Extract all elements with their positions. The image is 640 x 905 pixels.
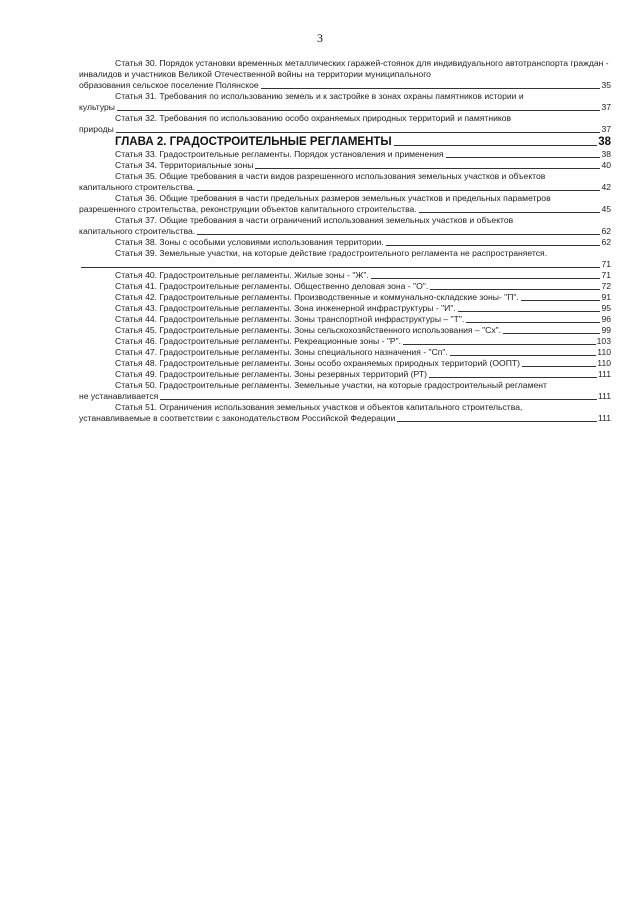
toc-entry-page-number: 110 [597, 347, 611, 357]
dot-leader [466, 321, 600, 323]
dot-leader [371, 277, 601, 279]
toc-entry-page-number: 62 [601, 237, 611, 247]
dot-leader [403, 343, 596, 345]
toc-entry-page-number: 71 [601, 259, 611, 269]
toc-entry[interactable] [79, 171, 611, 193]
toc-entry-title-end: Статья 44. Градостроительные регламенты. Зоны транспортной инфраструктуры – "Т". [115, 314, 465, 324]
dot-leader [160, 398, 597, 400]
toc-entry-title-end: разрешенного строительства, реконструкции объектов капитального строительства. [79, 204, 417, 214]
toc-entry-page-number: 72 [601, 281, 611, 291]
dot-leader [197, 189, 600, 191]
toc-entry-page-number: 37 [601, 102, 611, 112]
toc-entry[interactable] [79, 270, 611, 281]
dot-leader [386, 244, 601, 246]
toc-entry[interactable] [79, 380, 611, 402]
toc-entry[interactable] [79, 215, 611, 237]
toc-entry[interactable] [79, 149, 611, 160]
toc-entry-title-end: природы [79, 124, 114, 134]
toc-entry-line [79, 160, 611, 171]
toc-entry-page-number: 62 [601, 226, 611, 236]
toc-entry-line [79, 314, 611, 325]
toc-entry-title-end: образования сельское поселение Полянское [79, 80, 259, 90]
toc-entry-line [79, 80, 611, 91]
toc-entry-title-end: устанавливаемые в соответствии с законодательством Российской Федерации [79, 413, 396, 423]
dot-leader [450, 354, 596, 356]
toc-entry-title-end: Статья 33. Градостроительные регламенты. Порядок установления и применения [115, 149, 444, 159]
dot-leader [117, 109, 600, 111]
toc-entry[interactable] [79, 292, 611, 303]
toc-entry-title-end: Статья 40. Градостроительные регламенты. Жилые зоны - "Ж". [115, 270, 369, 280]
page-number: 3 [317, 31, 323, 45]
toc-entry-title-end: Статья 38. Зоны с особыми условиями использования территории. [115, 237, 384, 247]
toc-entry-page-number: 45 [601, 204, 611, 214]
toc-entry-title-end: Статья 41. Градостроительные регламенты. Общественно деловая зона - "О". [115, 281, 429, 291]
toc-entry-title: Статья 37. Общие требования в части ограничений использования земельных участков и объектов [115, 215, 514, 225]
toc-chapter-heading[interactable] [79, 135, 611, 149]
toc-entry[interactable] [79, 113, 611, 135]
toc-entry-line [79, 303, 611, 314]
dot-leader [197, 233, 600, 235]
toc-entry[interactable] [79, 303, 611, 314]
toc-entry-title: Статья 32. Требования по использованию особо охраняемых природных территорий и памятников [115, 113, 512, 123]
toc-entry-line [79, 124, 611, 135]
chapter-page-number: 38 [598, 136, 611, 148]
toc-entry-line [79, 149, 611, 160]
dot-leader [521, 299, 601, 301]
dot-leader [522, 365, 596, 367]
toc-entry-page-number: 91 [601, 292, 611, 302]
toc-entry-line [79, 358, 611, 369]
toc-entry[interactable] [79, 369, 611, 380]
toc-entry-title: Статья 30. Порядок установки временных металлических гаражей-стоянок для индивидуального автотранспорта граждан - инвалидов и участников Великой Отечественной войны на территории муниципального [79, 58, 609, 79]
dot-leader [430, 288, 600, 290]
toc-group-chapter-2 [79, 149, 611, 424]
toc-entry-title: Статья 31. Требования по использованию земель и к застройке в зонах охраны памятников истории и [115, 91, 524, 101]
toc-entry-title-end: капитального строительства. [79, 226, 196, 236]
toc-entry-title: Статья 36. Общие требования в части предельных размеров земельных участков и предельных параметров [115, 193, 551, 203]
toc-entry-page-number: 99 [601, 325, 611, 335]
toc-entry[interactable] [79, 58, 611, 91]
toc-entry-title-end: Статья 42. Градостроительные регламенты. Производственные и коммунально-складские зоны- "П". [115, 292, 519, 302]
toc-entry[interactable] [79, 160, 611, 171]
toc-entry-line [79, 237, 611, 248]
toc-entry-line [79, 369, 611, 380]
toc-entry-page-number: 111 [597, 413, 611, 423]
toc-entry-title-end: Статья 34. Территориальные зоны [115, 160, 254, 170]
toc-entry-page-number: 37 [601, 124, 611, 134]
toc-entry[interactable] [79, 336, 611, 347]
toc-entry[interactable] [79, 237, 611, 248]
toc-entry-title-end: Статья 47. Градостроительные регламенты. Зоны специального назначения - "Сп". [115, 347, 448, 357]
toc-entry-line [79, 325, 611, 336]
toc-entry[interactable] [79, 91, 611, 113]
toc-entry-line [79, 391, 611, 402]
toc-entry-title: Статья 51. Ограничения использования земельных участков и объектов капитального строительства, [115, 402, 523, 412]
toc-entry[interactable] [79, 347, 611, 358]
dot-leader [429, 376, 597, 378]
toc-entry-title-end: капитального строительства. [79, 182, 196, 192]
toc-entry[interactable] [79, 281, 611, 292]
toc-entry-page-number: 103 [596, 336, 611, 346]
toc-entry-line [79, 347, 611, 358]
toc-entry-title-end: культуры [79, 102, 115, 112]
dot-leader [397, 420, 597, 422]
toc-entry-page-number: 40 [601, 160, 611, 170]
toc-entry-line [79, 226, 611, 237]
toc-entry[interactable] [79, 193, 611, 215]
toc-entry[interactable] [79, 248, 611, 270]
toc-entry-line [79, 281, 611, 292]
toc-entry-title-end: не устанавливается [79, 391, 159, 401]
toc-entry-line [79, 204, 611, 215]
toc-entry-page-number: 96 [601, 314, 611, 324]
dot-leader [255, 167, 600, 169]
toc-entry-title-end: Статья 43. Градостроительные регламенты. Зона инженерной инфраструктуры - "И". [115, 303, 456, 313]
toc-entry-page-number: 95 [601, 303, 611, 313]
toc-entry-page-number: 35 [601, 80, 611, 90]
toc-entry-title: Статья 39. Земельные участки, на которые действие градостроительного регламента не распространяется. [115, 248, 548, 258]
toc-entry-line [79, 270, 611, 281]
toc-entry[interactable] [79, 325, 611, 336]
toc-entry-title-end: Статья 46. Градостроительные регламенты. Рекреационные зоны - "Р". [115, 336, 402, 346]
toc-entry-page-number: 110 [597, 358, 611, 368]
toc-entry-page-number: 111 [597, 391, 611, 401]
toc-entry[interactable] [79, 358, 611, 369]
dot-leader [116, 131, 601, 133]
toc-entry-line [79, 336, 611, 347]
table-of-contents [79, 58, 611, 424]
toc-entry-title-end: Статья 49. Градостроительные регламенты. Зоны резервных территорий (РТ) [115, 369, 427, 379]
chapter-title: ГЛАВА 2. ГРАДОСТРОИТЕЛЬНЫЕ РЕГЛАМЕНТЫ [115, 136, 392, 148]
toc-entry-title: Статья 50. Градостроительные регламенты. Земельные участки, на которые градостроительный регламент [115, 380, 547, 390]
toc-entry-page-number: 42 [601, 182, 611, 192]
dot-leader [503, 332, 600, 334]
toc-entry-line [79, 102, 611, 113]
toc-entry-page-number: 71 [601, 270, 611, 280]
toc-entry-title-end: Статья 45. Градостроительные регламенты. Зоны сельскохозяйственного использования – "Сх". [115, 325, 502, 335]
toc-entry-line [79, 292, 611, 303]
dot-leader [81, 266, 600, 268]
dot-leader [261, 87, 601, 89]
toc-entry-line [79, 413, 611, 424]
toc-entry-title-end: Статья 48. Градостроительные регламенты. Зоны особо охраняемых природных территорий (ООПТ) [115, 358, 520, 368]
dot-leader [458, 310, 601, 312]
toc-entry-line [79, 259, 611, 270]
toc-entry-title: Статья 35. Общие требования в части видов разрешенного использования земельных участков и объектов [115, 171, 546, 181]
toc-entry[interactable] [79, 402, 611, 424]
toc-entry-page-number: 111 [597, 369, 611, 379]
dot-leader [419, 211, 601, 213]
toc-group-chapter-1-tail [79, 58, 611, 135]
dot-leader [394, 144, 598, 146]
toc-entry-page-number: 38 [601, 149, 611, 159]
toc-entry[interactable] [79, 314, 611, 325]
dot-leader [446, 156, 601, 158]
toc-entry-line [79, 182, 611, 193]
